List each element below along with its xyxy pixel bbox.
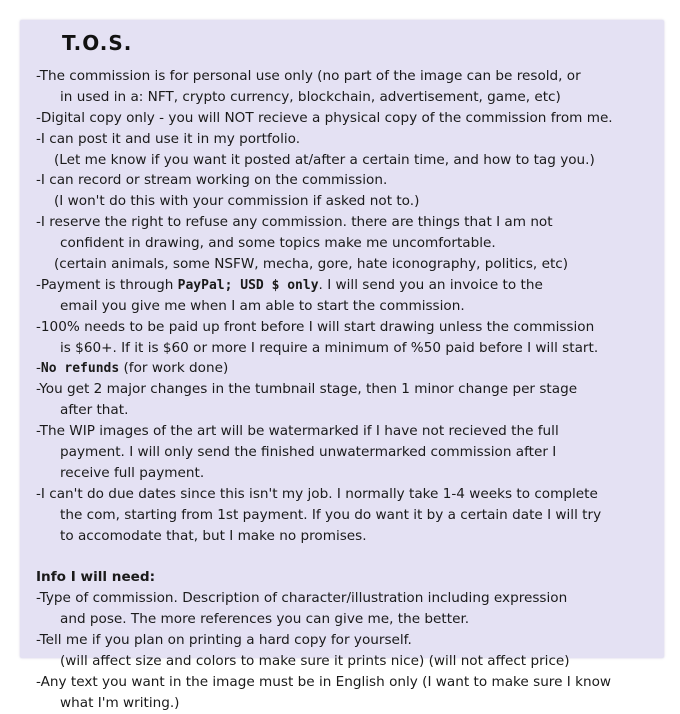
refunds-prefix: - — [36, 360, 41, 377]
tos-item-refuse-line3: (certain animals, some NSFW, mecha, gore, hate iconography, politics, etc) — [54, 256, 569, 273]
refunds-suffix: (for work done) — [119, 360, 229, 377]
tos-item-stream-line1: -I can record or stream working on the commission. — [36, 172, 388, 189]
payment-suffix: . I will send you an invoice to the — [318, 276, 543, 293]
tos-item-changes-line1: -You get 2 major changes in the tumbnail stage, then 1 minor change per stage — [36, 381, 578, 398]
section-spacer — [36, 546, 666, 567]
tos-item-due-dates-line2: the com, starting from 1st payment. If you do want it by a certain date I will try — [60, 506, 602, 523]
tos-item-digital-copy: -Digital copy only - you will NOT recieve a physical copy of the commission from me. — [36, 109, 613, 126]
info-item-type-line2: and pose. The more references you can give me, the better. — [60, 611, 470, 628]
tos-item-watermark-line2: payment. I will only send the finished unwatermarked commission after I — [60, 444, 557, 461]
tos-item-changes-line2: after that. — [60, 402, 129, 419]
tos-item-watermark-line1: -The WIP images of the art will be watermarked if I have not recieved the full — [36, 423, 559, 440]
refunds-bold: No refunds — [40, 361, 120, 377]
info-item-text-line2: what I'm writing.) — [60, 694, 180, 711]
info-item-print-line2: (will affect size and colors to make sure it prints nice) (will not affect price) — [60, 652, 570, 669]
info-heading: Info I will need: — [36, 569, 156, 586]
payment-method: PayPal; USD $ only — [177, 277, 319, 293]
tos-item-personal-use-line1: -The commission is for personal use only (no part of the image can be resold, or — [36, 68, 581, 84]
tos-item-upfront-line1: -100% needs to be paid up front before I will start drawing unless the commission — [36, 318, 595, 335]
tos-item-due-dates-line1: -I can't do due dates since this isn't my job. I normally take 1-4 weeks to complete — [36, 485, 598, 502]
tos-item-refuse-line2: confident in drawing, and some topics make me uncomfortable. — [60, 235, 496, 252]
tos-item-portfolio-line2: (Let me know if you want it posted at/after a certain time, and how to tag you.) — [54, 151, 595, 168]
tos-content — [36, 66, 666, 714]
payment-prefix: -Payment is through — [36, 276, 178, 293]
info-item-print-line1: -Tell me if you plan on printing a hard copy for yourself. — [36, 632, 412, 649]
tos-item-stream-line2: (I won't do this with your commission if asked not to.) — [54, 193, 420, 210]
tos-item-refuse-line1: -I reserve the right to refuse any commission. there are things that I am not — [36, 214, 553, 231]
tos-item-portfolio-line1: -I can post it and use it in my portfolio. — [36, 130, 301, 147]
tos-item-watermark-line3: receive full payment. — [60, 464, 205, 481]
tos-item-personal-use-line2: in used in a: NFT, crypto currency, blockchain, advertisement, game, etc) — [60, 88, 561, 105]
info-item-text-line1: -Any text you want in the image must be in English only (I want to make sure I know — [36, 673, 612, 690]
tos-item-payment-line1 — [36, 275, 666, 296]
tos-item-refunds — [36, 358, 666, 379]
tos-item-payment-line2: email you give me when I am able to start the commission. — [60, 297, 465, 314]
page-title: T.O.S. — [62, 31, 133, 55]
tos-item-due-dates-line3: to accomodate that, but I make no promises. — [60, 527, 367, 544]
tos-item-upfront-line2: is $60+. If it is $60 or more I require a minimum of %50 paid before I will start. — [60, 339, 599, 356]
info-item-type-line1: -Type of commission. Description of character/illustration including expression — [36, 590, 568, 607]
